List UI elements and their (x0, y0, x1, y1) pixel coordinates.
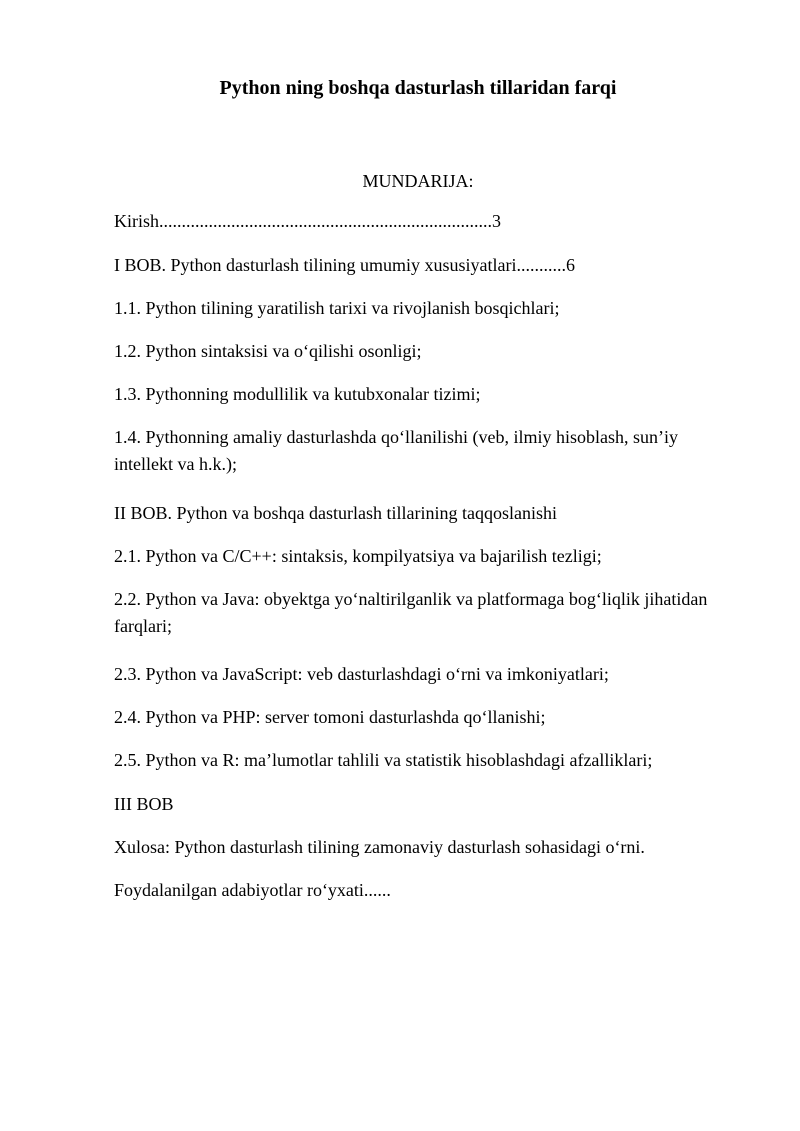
toc-heading: MUNDARIJA: (362, 171, 474, 191)
toc-item-2-5: 2.5. Python va R: ma’lumotlar tahlili va statistik hisoblashdagi afzalliklari; (114, 750, 653, 770)
toc-item-2-4: 2.4. Python va PHP: server tomoni dasturlashda qo‘llanishi; (114, 707, 546, 727)
toc-item-2-1: 2.1. Python va C/C++: sintaksis, kompilyatsiya va bajarilish tezligi; (114, 546, 602, 566)
toc-item-1-4: 1.4. Pythonning amaliy dasturlashda qo‘llanilishi (veb, ilmiy hisoblash, sun’iy intellekt va h.k.); (114, 427, 678, 474)
toc-item-chapter-1: I BOB. Python dasturlash tilining umumiy xususiyatlari...........6 (114, 255, 575, 275)
toc-item-references: Foydalanilgan adabiyotlar ro‘yxati...... (114, 880, 391, 900)
toc-item-2-3: 2.3. Python va JavaScript: veb dasturlashdagi o‘rni va imkoniyatlari; (114, 664, 609, 684)
toc-item-2-2: 2.2. Python va Java: obyektga yo‘naltirilganlik va platformaga bog‘liqlik jihatidan farqlari; (114, 589, 708, 636)
toc-item-1-2: 1.2. Python sintaksisi va o‘qilishi osonligi; (114, 341, 422, 361)
toc-item-chapter-3: III BOB (114, 794, 174, 814)
toc-item-chapter-2: II BOB. Python va boshqa dasturlash tillarining taqqoslanishi (114, 503, 557, 523)
toc-item-1-3: 1.3. Pythonning modullilik va kutubxonalar tizimi; (114, 384, 481, 404)
toc-item-introduction: Kirish..........................................................................3 (114, 211, 501, 231)
toc-item-conclusion: Xulosa: Python dasturlash tilining zamonaviy dasturlash sohasidagi o‘rni. (114, 837, 645, 857)
toc-item-1-1: 1.1. Python tilining yaratilish tarixi va rivojlanish bosqichlari; (114, 298, 560, 318)
document-title: Python ning boshqa dasturlash tillaridan farqi (219, 77, 617, 99)
